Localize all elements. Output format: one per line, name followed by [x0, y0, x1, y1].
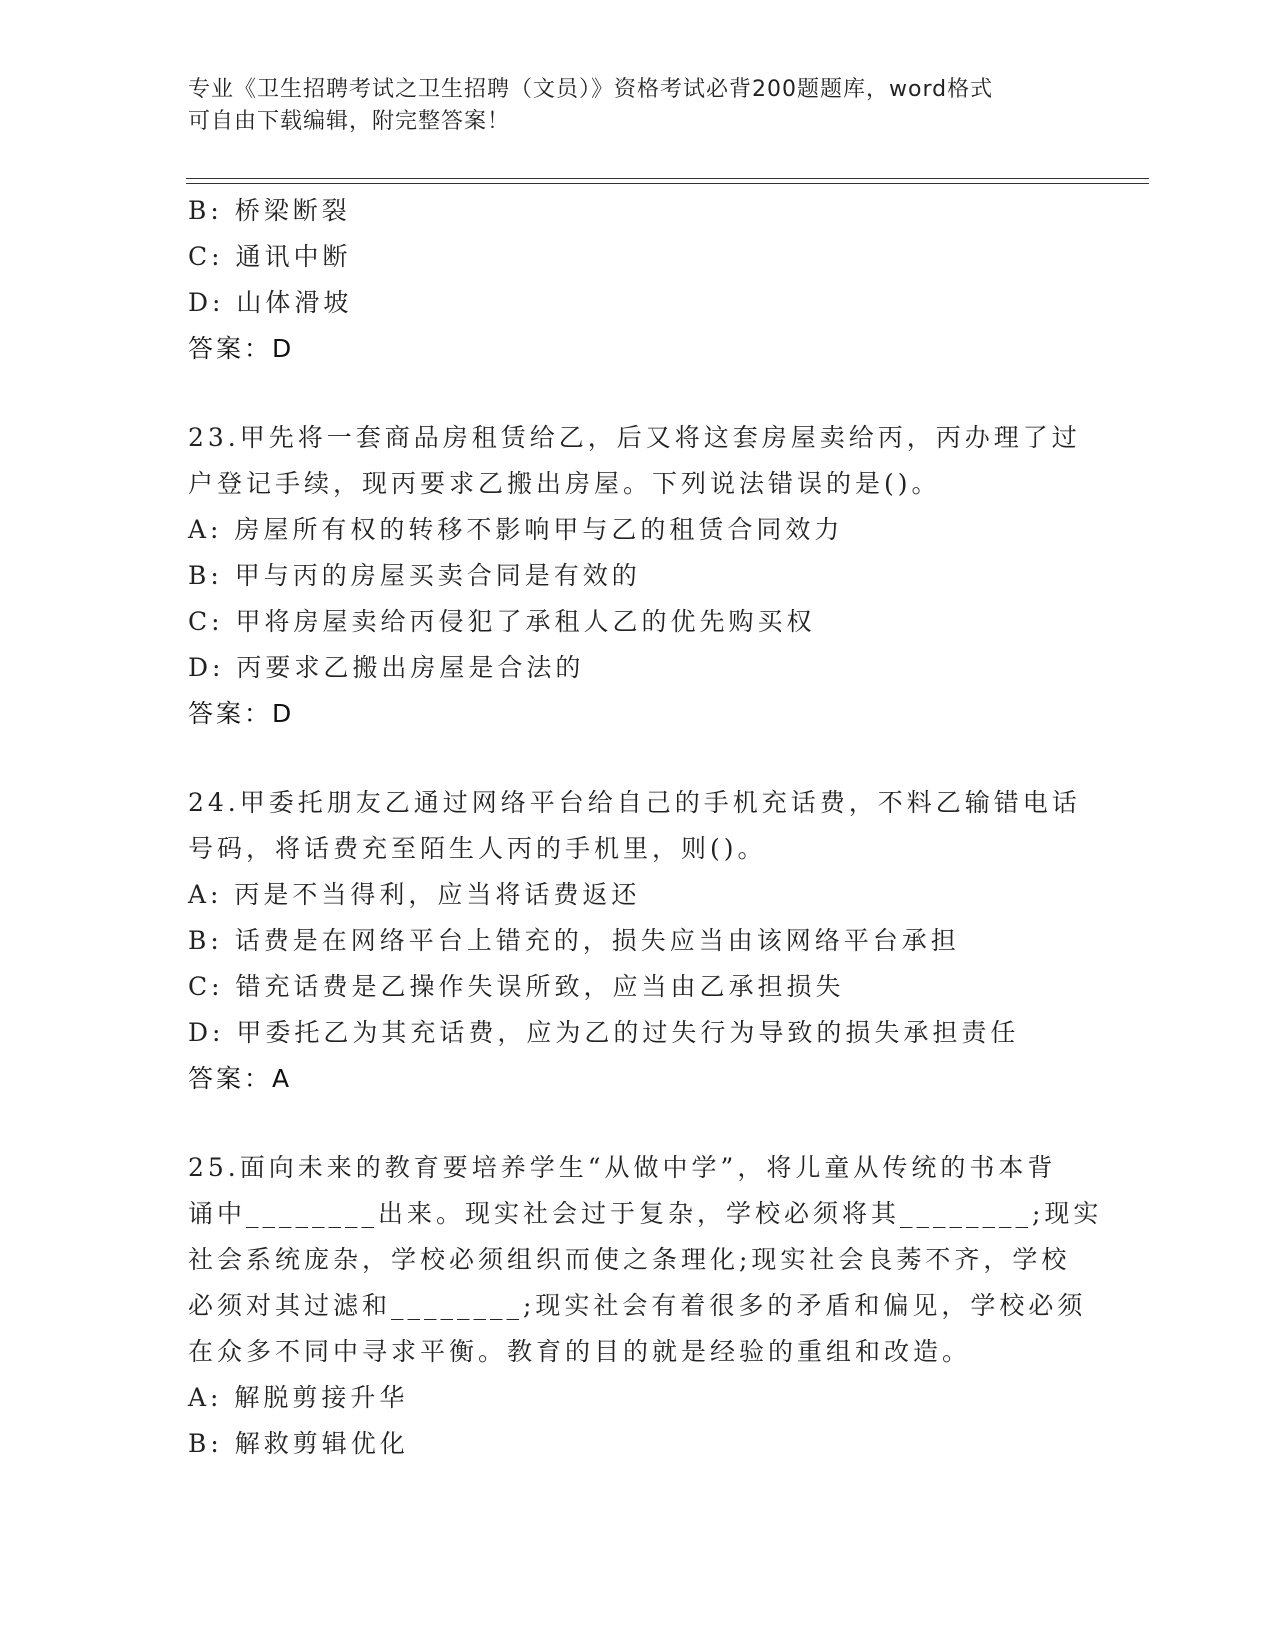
question-text: 24.甲委托朋友乙通过网络平台给自己的手机充话费，不料乙输错电话: [188, 788, 1081, 817]
header-title-line-2: 可自由下载编辑，附完整答案！: [188, 109, 511, 134]
question-list: [188, 188, 1103, 1467]
option-a: A: 解脱剪接升华: [188, 1383, 409, 1412]
question-block-25: [188, 1145, 1103, 1467]
question-text: 23.甲先将一套商品房租赁给乙，后又将这套房屋卖给丙，丙办理了过: [188, 423, 1081, 452]
answer-line: 答案：A: [188, 1064, 293, 1093]
question-text: 25.面向未来的教育要培养学生“从做中学”，将儿童从传统的书本背: [188, 1153, 1057, 1182]
option-b: B: 甲与丙的房屋买卖合同是有效的: [188, 561, 641, 590]
option-d: D: 甲委托乙为其充话费，应为乙的过失行为导致的损失承担责任: [188, 1018, 1020, 1047]
question-text: 诵中________出来。现实社会过于复杂，学校必须将其________;现实: [188, 1199, 1103, 1228]
header-rule-top: [186, 178, 1149, 179]
question-block-23: [188, 415, 1088, 737]
block-spacer: [188, 1102, 1088, 1145]
option-c: C: 通讯中断: [188, 242, 352, 271]
option-c: C: 错充话费是乙操作失误所致，应当由乙承担损失: [188, 972, 845, 1001]
block-spacer: [188, 372, 1088, 415]
page-header: [188, 74, 1088, 138]
block-spacer: [188, 737, 1088, 780]
question-block-24: [188, 780, 1088, 1102]
option-c: C: 甲将房屋卖给丙侵犯了承租人乙的优先购买权: [188, 607, 816, 636]
option-d: D: 丙要求乙搬出房屋是合法的: [188, 653, 585, 682]
question-text: 社会系统庞杂，学校必须组织而使之条理化;现实社会良莠不齐，学校: [188, 1245, 1071, 1274]
question-text: 号码，将话费充至陌生人丙的手机里，则()。: [188, 834, 767, 863]
option-b: B: 桥梁断裂: [188, 196, 351, 225]
header-title-line-1: 专业《卫生招聘考试之卫生招聘（文员）》资格考试必背200题题库，word格式: [188, 77, 994, 102]
question-text: 在众多不同中寻求平衡。教育的目的就是经验的重组和改造。: [188, 1337, 972, 1366]
answer-line: 答案：D: [188, 699, 295, 728]
question-block-22: [188, 188, 1088, 372]
question-text: 必须对其过滤和________;现实社会有着很多的矛盾和偏见，学校必须: [188, 1291, 1087, 1320]
option-b: B: 话费是在网络平台上错充的，损失应当由该网络平台承担: [188, 926, 960, 955]
option-a: A: 房屋所有权的转移不影响甲与乙的租赁合同效力: [188, 515, 844, 544]
option-a: A: 丙是不当得利，应当将话费返还: [188, 880, 641, 909]
option-d: D: 山体滑坡: [188, 288, 353, 317]
question-text: 户登记手续，现丙要求乙搬出房屋。下列说法错误的是()。: [188, 469, 941, 498]
answer-line: 答案：D: [188, 334, 295, 363]
option-b: B: 解救剪辑优化: [188, 1429, 409, 1458]
header-rule-bottom: [186, 183, 1149, 184]
